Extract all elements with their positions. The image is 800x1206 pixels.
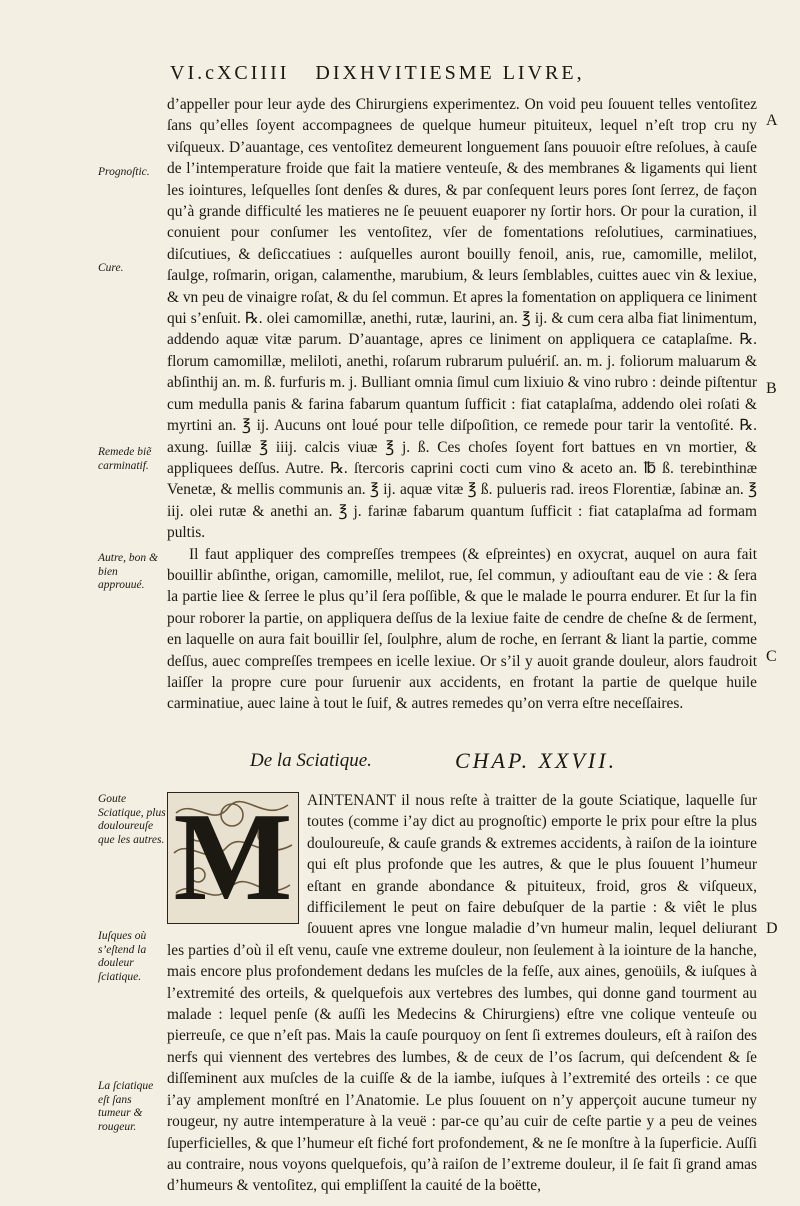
margin-note-sciatique: La ſciatique eſt ſans tumeur & rougeur.	[98, 1080, 154, 1133]
chapter-title: De la Sciatique.	[250, 750, 372, 771]
folio-number: VI.cXCIIII	[170, 62, 290, 84]
paragraph: AINTENANT il nous reſte à traitter de la goute Sciatique, laquelle ſur toutes (comme i’ay dict au prognoſtic) emporte le prix pour eſtre la plus douloureuſe, & cauſe grands & extremes accidents, à raiſon de la iointure qui eſt plus profonde que les autres, & que le plus ſouuent l’humeur eſtant en grande abondance & pituiteux, froid, gros & viſqueux, difficilement le peut on faire debuſquer de la partie : & viêt le plus ſouuent apres vne longue maladie d’vn humeur malin, lequel deliurant les parties d’où il eſt venu, cauſe vne extreme douleur, non ſeulement à la iointure de la hanche, mais encore plus profondement dedans les muſcles de la feſſe, aux aines, genoüils, & iuſques à l’extremité des orteils, & quelquefois aux vertebres des lumbes, qui donne gand tourment au malade : lequel penſe (& auſſi les Medecins & Chirurgiens) eſtre vne colique venteuſe ou pierreuſe, ce que n’eſt pas. Mais la cauſe pourquoy on ſent ſi extremes douleurs, eſt à raiſon des nerfs qui viennent des vertebres des lumbes, & de ceux de l’os ſacrum, qui deſcendent & ſe diſſeminent aux muſcles de la cuiſſe & de la iambe, iuſques à l’extremité des orteils : ce que i’ay amplement monſtré en l’Anatomie. Le plus ſouuent on n’y apperçoit aucune tumeur ny rougeur, ny autre intemperature à la veuë : par-ce qu’au cuir de ceſte partie y a peu de veines ſuperficielles, & que l’humeur eſt fiché fort profondement, & ne ſe monſtre à la ſuperficie. Auſſi au contraire, nous voyons quelquefois, qu’à raiſon de l’extreme douleur, il ſe fait ſi grand amas d’humeurs & ventoſitez, qui empliſſent la cauité de la boëtte,	[167, 792, 758, 1195]
paragraph: d’appeller pour leur ayde des Chirurgiens experimentez. On void peu ſouuent telles ventoſitez ſans qu’elles ſoyent accompagnees de quelque humeur pituiteux, lequel n’eſt trop cru ny viſqueux. D’auantage, ces ventoſitez demeurent longuement ſans pouuoir eſtre reſolues, à cauſe de l’intemperature froide que fait la matiere venteuſe, & des membranes & ligaments qui lient les iointures, leſquelles ſont denſes & dures, & par conſequent leurs pores ſont ſerrez, de façon qu’à grande difficulté les matieres ne ſe peuuent euaporer ny ſortir hors. Or pour la curation, il conuient pour conſumer les ventoſitez, vſer de fomentations reſolutiues, carminatiues, diſcutiues, & deſiccatiues : auſquelles auront bouilly fenoil, anis, rue, camomille, melilot, ſaulge, roſmarin, origan, calamenthe, marubium, & leurs ſemblables, cuittes auec vin & lexiue, & vn peu de vinaigre roſat, & du ſel commun. Et apres la fomentation on appliquera ce liniment qui s’enſuit. ℞. olei camomillæ, anethi, rutæ, laurini, an. ℥ ij. & cum cera alba fiat linimentum, addendo aquæ vitæ parum. D’auantage, apres ce liniment on appliquera ce cataplaſme. ℞. florum camomillæ, meliloti, anethi, roſarum rubrarum puluériſ. an. m. j. foliorum maluarum & abſinthij an. m. ß. furfuris m. j. Bulliant omnia ſimul cum lixiuio & vino rubro : deinde piſtentur cum medulla panis & farina fabarum quantum ſufficit : fiat cataplaſma, addendo olei roſati & myrtini an. ℥ ij. Aucuns ont loué pour telle diſpoſition, ce remede pour tarir la ventoſité. ℞. axung. ſuillæ ℥ iiij. calcis viuæ ℥ j. ß. Ces choſes ſoyent fort battues en vn mortier, & appliquees deſſus. Autre. ℞. ſtercoris caprini cocti cum vino & aceto an. ℔ ß. terebinthinæ Venetæ, & mellis communis an. ℥ ij. aquæ vitæ ℥ ß. pulueris rad. ireos Florentiæ, ſabinæ an. ℥ iij. olei rutæ & anethi an. ℥ j. farinæ fabarum quantum ſufficit : fiat cataplaſma ad formam pultis.	[167, 96, 757, 542]
body-block-2	[167, 790, 757, 1197]
chapter-heading	[250, 748, 710, 780]
margin-letter-d: D	[766, 920, 778, 937]
margin-note-goute: Goute Sciatique, plus douloureuſe que les autres.	[98, 793, 166, 846]
margin-letter-c: C	[766, 648, 777, 665]
margin-note-autre: Autre, bon & bien approuué.	[98, 552, 158, 591]
body-block-1	[167, 94, 757, 715]
margin-letter-b: B	[766, 380, 777, 397]
paragraph: Il faut appliquer des compreſſes trempees (& eſpreintes) en oxycrat, auquel on aura fait bouillir abſinthe, origan, camomille, melilot, rue, ſel commun, y adiouſtant eau de vie : & ſera la partie liee & ſerree le plus qu’il ſera poſſible, & que le malade le pourra endurer. Et ſur la fin pour roborer la partie, on appliquera deſſus de la lexiue faite de cendre de cheſne & de ſerment, en laquelle on aura fait bouillir ſel, ſoulphre, alum de roche, en ſerrant & liant la partie, comme deſſus, auec compreſſes trempees en icelle lexiue. Or s’il y auoit grande douleur, alors faudroit laiſſer la propre cure pour ſuruenir aux accidents, en frotant la partie de quelque huile carminatiue, auec laine à tout le ſuif, & autres remedes qu’on verra eſtre neceſſaires.	[167, 545, 757, 713]
decorated-initial	[167, 792, 299, 924]
margin-letter-a: A	[766, 112, 778, 129]
book-title: DIXHVITIESME LIVRE,	[315, 62, 585, 84]
margin-note-iusques: Iuſques où s’eſtend la douleur ſciatique.	[98, 930, 147, 983]
margin-note-remede: Remede biẽ carminatif.	[98, 446, 152, 472]
running-head	[170, 62, 585, 85]
margin-note-prognostic: Prognoſtic.	[98, 166, 150, 178]
chapter-number: CHAP. XXVII.	[455, 748, 618, 773]
margin-note-cure: Cure.	[98, 262, 124, 274]
drop-cap-letter: M	[173, 792, 293, 924]
